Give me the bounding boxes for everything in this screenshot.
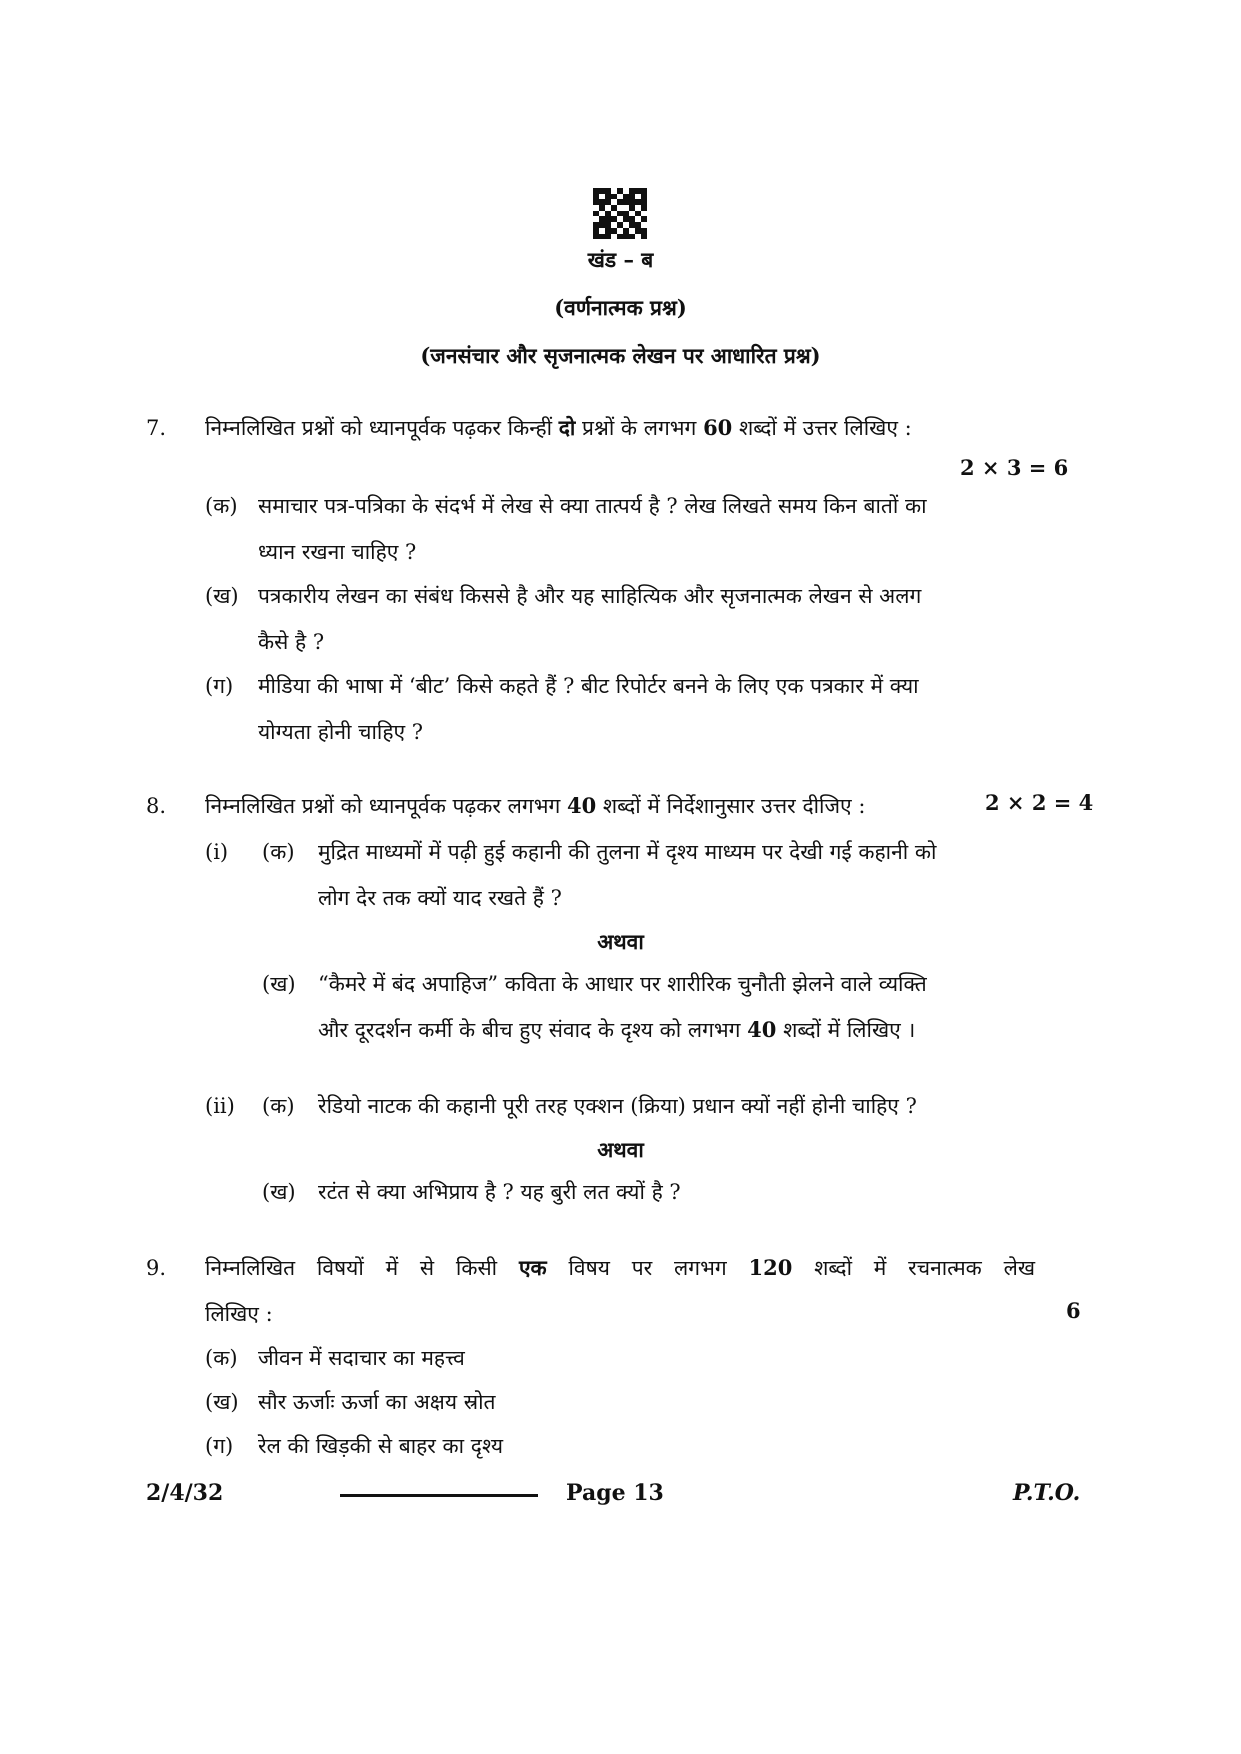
option-label: (ग) xyxy=(205,674,234,698)
section-title: खंड – ब xyxy=(587,247,654,272)
section-subtitle-topic: (जनसंचार और सृजनात्मक लेखन पर आधारित प्रश्न) xyxy=(420,343,821,368)
question-number: 9. xyxy=(146,1256,167,1280)
pto-label: P.T.O. xyxy=(1013,1480,1081,1506)
part-number: (i) xyxy=(205,840,229,864)
paper-code: 2/4/32 xyxy=(146,1480,224,1506)
question-number: 8. xyxy=(146,794,167,818)
question-stem: निम्नलिखित प्रश्नों को ध्यानपूर्वक पढ़कर लगभग 40 शब्दों में निर्देशानुसार उत्तर दीजिए : xyxy=(205,793,866,818)
option-text: ध्यान रखना चाहिए ? xyxy=(258,540,417,564)
question-number: 7. xyxy=(146,416,167,440)
option-label: (ग) xyxy=(205,1434,234,1458)
option-text: रेल की खिड़की से बाहर का दृश्य xyxy=(258,1434,504,1458)
option-text: रटंत से क्या अभिप्राय है ? यह बुरी लत क्यों है ? xyxy=(318,1180,681,1204)
option-label: (क) xyxy=(205,494,238,518)
question-stem-continued: लिखिए : xyxy=(205,1302,273,1326)
option-text: सौर ऊर्जाः ऊर्जा का अक्षय स्रोत xyxy=(258,1390,496,1414)
option-label: (ख) xyxy=(205,1390,239,1414)
or-divider: अथवा xyxy=(597,1137,644,1162)
option-text: कैसे है ? xyxy=(258,630,325,654)
option-label: (ख) xyxy=(262,972,296,996)
question-marks: 2 × 3 = 6 xyxy=(960,455,1069,480)
question-marks: 2 × 2 = 4 xyxy=(985,790,1094,815)
option-text: रेडियो नाटक की कहानी पूरी तरह एक्शन (क्रिया) प्रधान क्यों नहीं होनी चाहिए ? xyxy=(318,1094,917,1118)
option-text: जीवन में सदाचार का महत्त्व xyxy=(258,1346,465,1370)
option-text: लोग देर तक क्यों याद रखते हैं ? xyxy=(318,886,562,910)
option-text: मीडिया की भाषा में ‘बीट’ किसे कहते हैं ? बीट रिपोर्टर बनने के लिए एक पत्रकार में क्या xyxy=(258,674,919,698)
footer-rule xyxy=(340,1494,538,1497)
option-text: और दूरदर्शन कर्मी के बीच हुए संवाद के दृश्य को लगभग 40 शब्दों में लिखिए । xyxy=(318,1017,916,1042)
or-divider: अथवा xyxy=(597,929,644,954)
option-text: पत्रकारीय लेखन का संबंध किससे है और यह साहित्यिक और सृजनात्मक लेखन से अलग xyxy=(258,584,922,608)
page-number: Page 13 xyxy=(566,1480,664,1506)
option-label: (क) xyxy=(262,840,295,864)
option-text: “कैमरे में बंद अपाहिज” कविता के आधार पर शारीरिक चुनौती झेलने वाले व्यक्ति xyxy=(318,972,927,996)
question-stem: निम्नलिखित प्रश्नों को ध्यानपूर्वक पढ़कर किन्हीं दो प्रश्नों के लगभग 60 शब्दों में उत्तर लिखिए : xyxy=(205,415,912,440)
option-label: (क) xyxy=(205,1346,238,1370)
part-number: (ii) xyxy=(205,1094,235,1118)
option-text: समाचार पत्र-पत्रिका के संदर्भ में लेख से क्या तात्पर्य है ? लेख लिखते समय किन बातों का xyxy=(258,494,927,518)
question-marks: 6 xyxy=(1066,1298,1081,1323)
qr-code xyxy=(593,188,647,240)
option-text: योग्यता होनी चाहिए ? xyxy=(258,720,424,744)
option-label: (ख) xyxy=(205,584,239,608)
option-label: (ख) xyxy=(262,1180,296,1204)
option-label: (क) xyxy=(262,1094,295,1118)
section-subtitle: (वर्णनात्मक प्रश्न) xyxy=(554,295,687,320)
question-stem: निम्नलिखित विषयों में से किसी एक विषय पर लगभग 120 शब्दों में रचनात्मक लेख xyxy=(205,1255,1035,1280)
option-text: मुद्रित माध्यमों में पढ़ी हुई कहानी की तुलना में दृश्य माध्यम पर देखी गई कहानी को xyxy=(318,840,937,864)
